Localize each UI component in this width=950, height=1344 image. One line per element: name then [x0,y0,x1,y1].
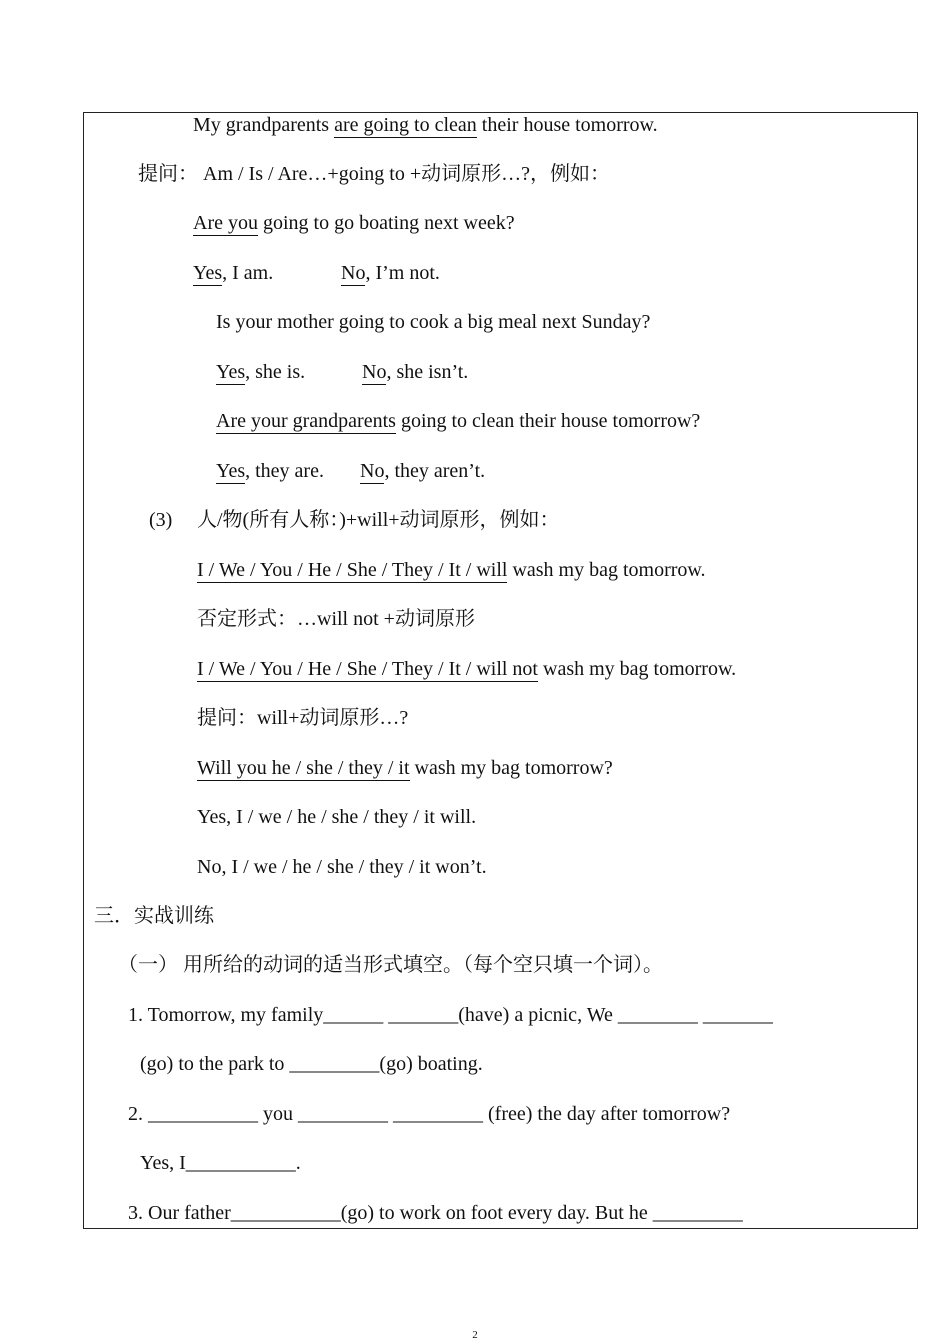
exercise-item-1: 1. Tomorrow, my family______ _______(have) a picnic, We ________ _______ [128,1004,773,1026]
example-line-grandparents: My grandparents are going to clean their house tomorrow. [193,114,658,136]
answer-yes-she-is: Yes, she is. [216,361,306,383]
question-rule-will: 提问：will+动词原形…? [197,707,409,729]
page-number: 2 [472,1329,478,1341]
answer-yes-i-am: Yes, I am. [193,262,274,284]
example-question-grandparents: Are your grandparents going to clean their house tomorrow? [216,410,701,432]
example-will-question: Will you he / she / they / it wash my bag tomorrow? [197,757,613,779]
section-heading-practice: 三．实战训练 [94,905,214,927]
answer-no-she-isnt: No, she isn’t. [362,361,469,383]
exercise-item-2: 2. ___________ you _________ _________ (free) the day after tomorrow? [128,1103,731,1125]
answer-yes-they-are: Yes, they are. [216,460,324,482]
rule-number-3: (3) [149,509,173,531]
answer-no-they-arent: No, they aren’t. [360,460,486,482]
rule-will-heading: 人/物(所有人称：)+will+动词原形，例如： [197,509,560,531]
exercise-item-3: 3. Our father___________(go) to work on foot every day. But he _________ [128,1202,743,1224]
answer-will-yes: Yes, I / we / he / she / they / it will. [197,806,477,828]
question-rule-going-to: 提问： Am / Is / Are…+going to +动词原形…?，例如： [138,163,610,185]
example-question-mother: Is your mother going to cook a big meal next Sunday? [216,311,651,333]
example-will-negative: I / We / You / He / She / They / It / will not wash my bag tomorrow. [197,658,737,680]
answer-no-im-not: No, I’m not. [341,262,440,284]
exercise-item-2-answer: Yes, I___________. [140,1152,301,1174]
answer-will-no: No, I / we / he / she / they / it won’t. [197,856,487,878]
negative-rule-will: 否定形式：…will not +动词原形 [197,608,475,630]
example-will-positive: I / We / You / He / She / They / It / will wash my bag tomorrow. [197,559,706,581]
exercise-instructions: （一） 用所给的动词的适当形式填空。（每个空只填一个词）。 [118,954,663,976]
example-question-boating: Are you going to go boating next week? [193,212,515,234]
exercise-item-1-continued: (go) to the park to _________(go) boating. [140,1053,483,1075]
